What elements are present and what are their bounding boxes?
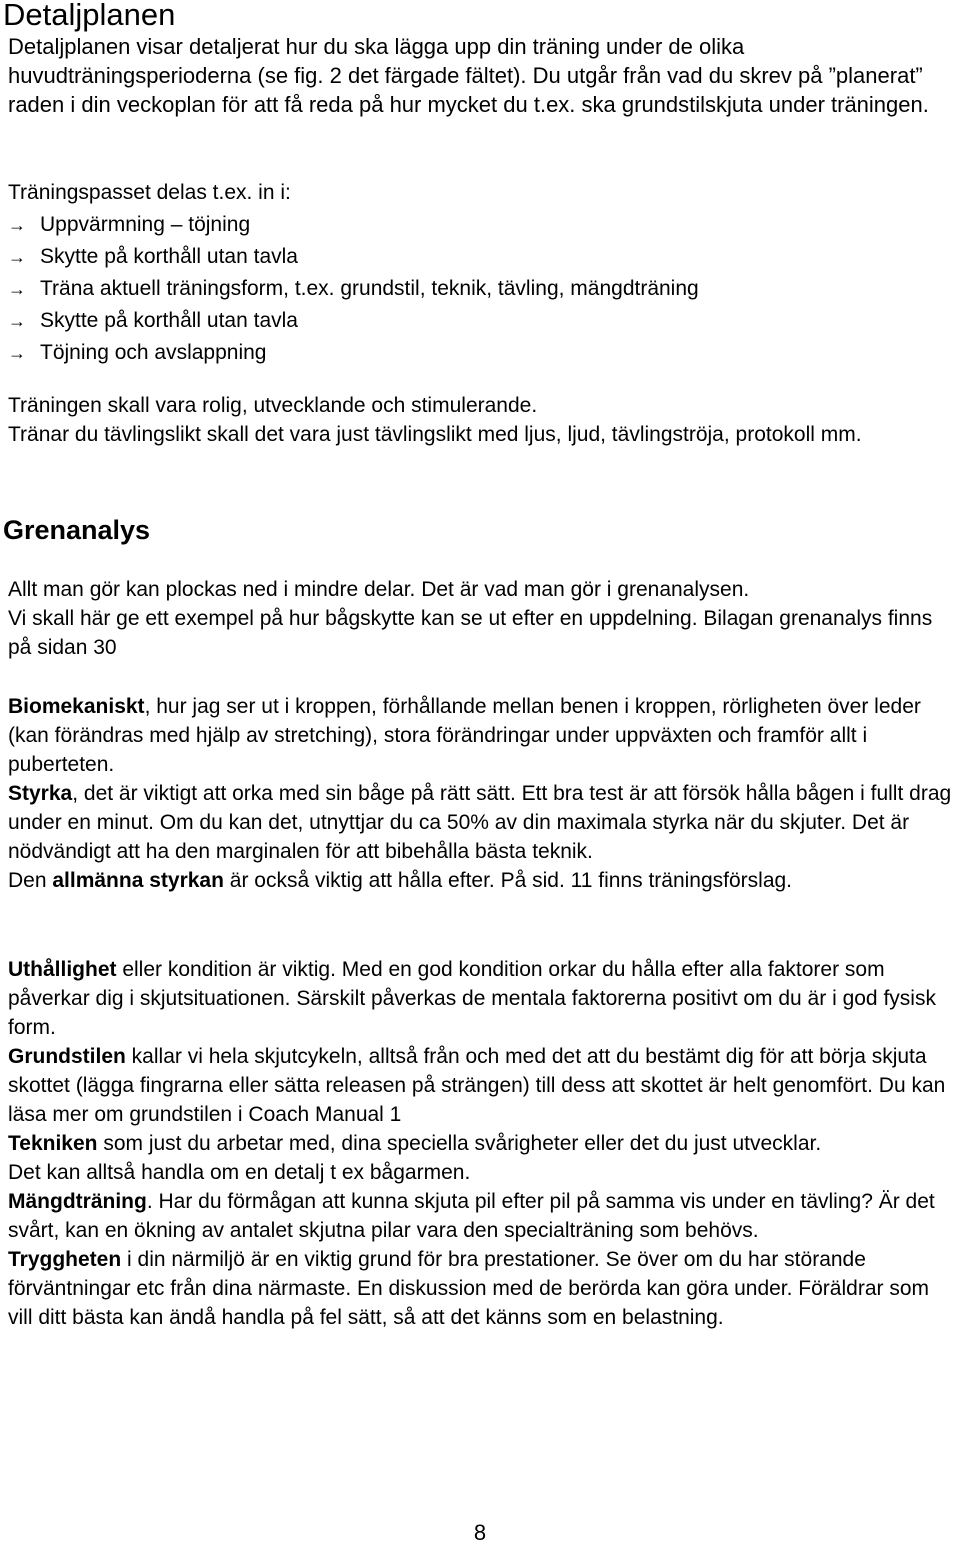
term-allmanna-styrkan: allmänna styrkan [52, 869, 224, 892]
grenanalys-intro-text: Vi skall här ge ett exempel på hur bågskytte kan se ut efter en uppdelning. Bilagan grenanalys finns på sidan 30 [8, 607, 933, 659]
session-list [8, 209, 958, 369]
list-item: → Töjning och avslappning [8, 337, 958, 369]
note-fun: Träningen skall vara rolig, utvecklande och stimulerande. [8, 394, 538, 417]
biomekaniskt-paragraph: Biomekaniskt, hur jag ser ut i kroppen, förhållande mellan benen i kroppen, rörligheten över leder (kan förändras med hjälp av stretching), stora förändringar under uppväxten och framför allt i puberteten. [8, 695, 921, 776]
grenanalys-block-2 [8, 955, 958, 1332]
list-item: → Skytte på korthåll utan tavla [8, 241, 958, 273]
term-tryggheten: Tryggheten [8, 1248, 122, 1271]
term-styrka: Styrka [8, 782, 73, 805]
allman-styrka-paragraph: Den allmänna styrkan är också viktig att hålla efter. På sid. 11 finns träningsförslag. [8, 869, 793, 892]
list-item: → Träna aktuell träningsform, t.ex. grundstil, teknik, tävling, mängdträning [8, 273, 958, 305]
grenanalys-intro [8, 575, 958, 662]
term-tekniken: Tekniken [8, 1132, 98, 1155]
arrow-right-icon: → [8, 279, 26, 299]
term-mangdtraning: Mängdträning [8, 1190, 147, 1213]
intro-paragraph: Detaljplanen visar detaljerat hur du ska lägga upp din träning under de olika huvudträningsperioderna (se fig. 2 det färgade fältet). Du utgår från vad du skrev på ”planerat” raden i din veckoplan för att få reda på hur mycket du t.ex. ska grundstilskjuta under träningen. [8, 34, 929, 117]
arrow-right-icon: → [8, 247, 26, 267]
tryggheten-paragraph: Tryggheten i din närmiljö är en viktig grund för bra prestationer. Se över om du har störande förväntningar etc från dina närmaste. En diskussion med de berörda kan göra under. Föräldrar som vill ditt bästa kan ändå handla på fel sätt, så att det känns som en belastning. [8, 1248, 929, 1329]
mangdtraning-paragraph: Mängdträning. Har du förmågan att kunna skjuta pil efter pil på samma vis under en tävling? Är det svårt, kan en ökning av antalet skjutna pilar vara den specialträning som behövs. [8, 1190, 935, 1242]
note-compete: Tränar du tävlingslikt skall det vara just tävlingslikt med ljus, ljud, tävlingströja, protokoll mm. [8, 423, 862, 446]
arrow-right-icon: → [8, 311, 26, 331]
tekniken-extra: Det kan alltså handla om en detalj t ex bågarmen. [8, 1161, 471, 1184]
term-biomekaniskt: Biomekaniskt [8, 695, 145, 718]
tekniken-paragraph: Tekniken som just du arbetar med, dina speciella svårigheter eller det du just utvecklar. [8, 1132, 822, 1155]
grenanalys-block-1 [8, 692, 958, 895]
list-item: → Skytte på korthåll utan tavla [8, 305, 958, 337]
grundstilen-paragraph: Grundstilen kallar vi hela skjutcykeln, alltså från och med det att du bestämt dig för att börja skjuta skottet (lägga fingrarna eller sätta releasen på strängen) till dess att skottet är helt genomfört. Du kan läsa mer om grundstilen i Coach Manual 1 [8, 1045, 946, 1126]
session-intro: Träningspasset delas t.ex. in i: [8, 181, 291, 204]
styrka-paragraph: Styrka, det är viktigt att orka med sin båge på rätt sätt. Ett bra test är att försök hålla bågen i fullt drag under en minut. Om du kan det, utnyttjar du ca 50% av din maximala styrka när du skjuter. Det är nödvändigt att ha den marginalen för att bibehålla bästa teknik. [8, 782, 952, 863]
section-heading-grenanalys: Grenanalys [3, 515, 151, 545]
term-grundstilen: Grundstilen [8, 1045, 126, 1068]
grenanalys-intro-line: Allt man gör kan plockas ned i mindre delar. Det är vad man gör i grenanalysen. [8, 578, 750, 601]
term-uthallighet: Uthållighet [8, 958, 117, 981]
list-item: → Uppvärmning – töjning [8, 209, 958, 241]
uthallighet-paragraph: Uthållighet eller kondition är viktig. Med en god kondition orkar du hålla efter alla faktorer som påverkar dig i skjutsituationen. Särskilt påverkas de mentala faktorerna positivt om du är i god fysisk form. [8, 958, 936, 1039]
page-number: 8 [473, 1520, 487, 1545]
training-notes [8, 391, 958, 449]
arrow-right-icon: → [8, 343, 26, 363]
page-title: Detaljplanen [3, 0, 176, 32]
arrow-right-icon: → [8, 215, 26, 235]
